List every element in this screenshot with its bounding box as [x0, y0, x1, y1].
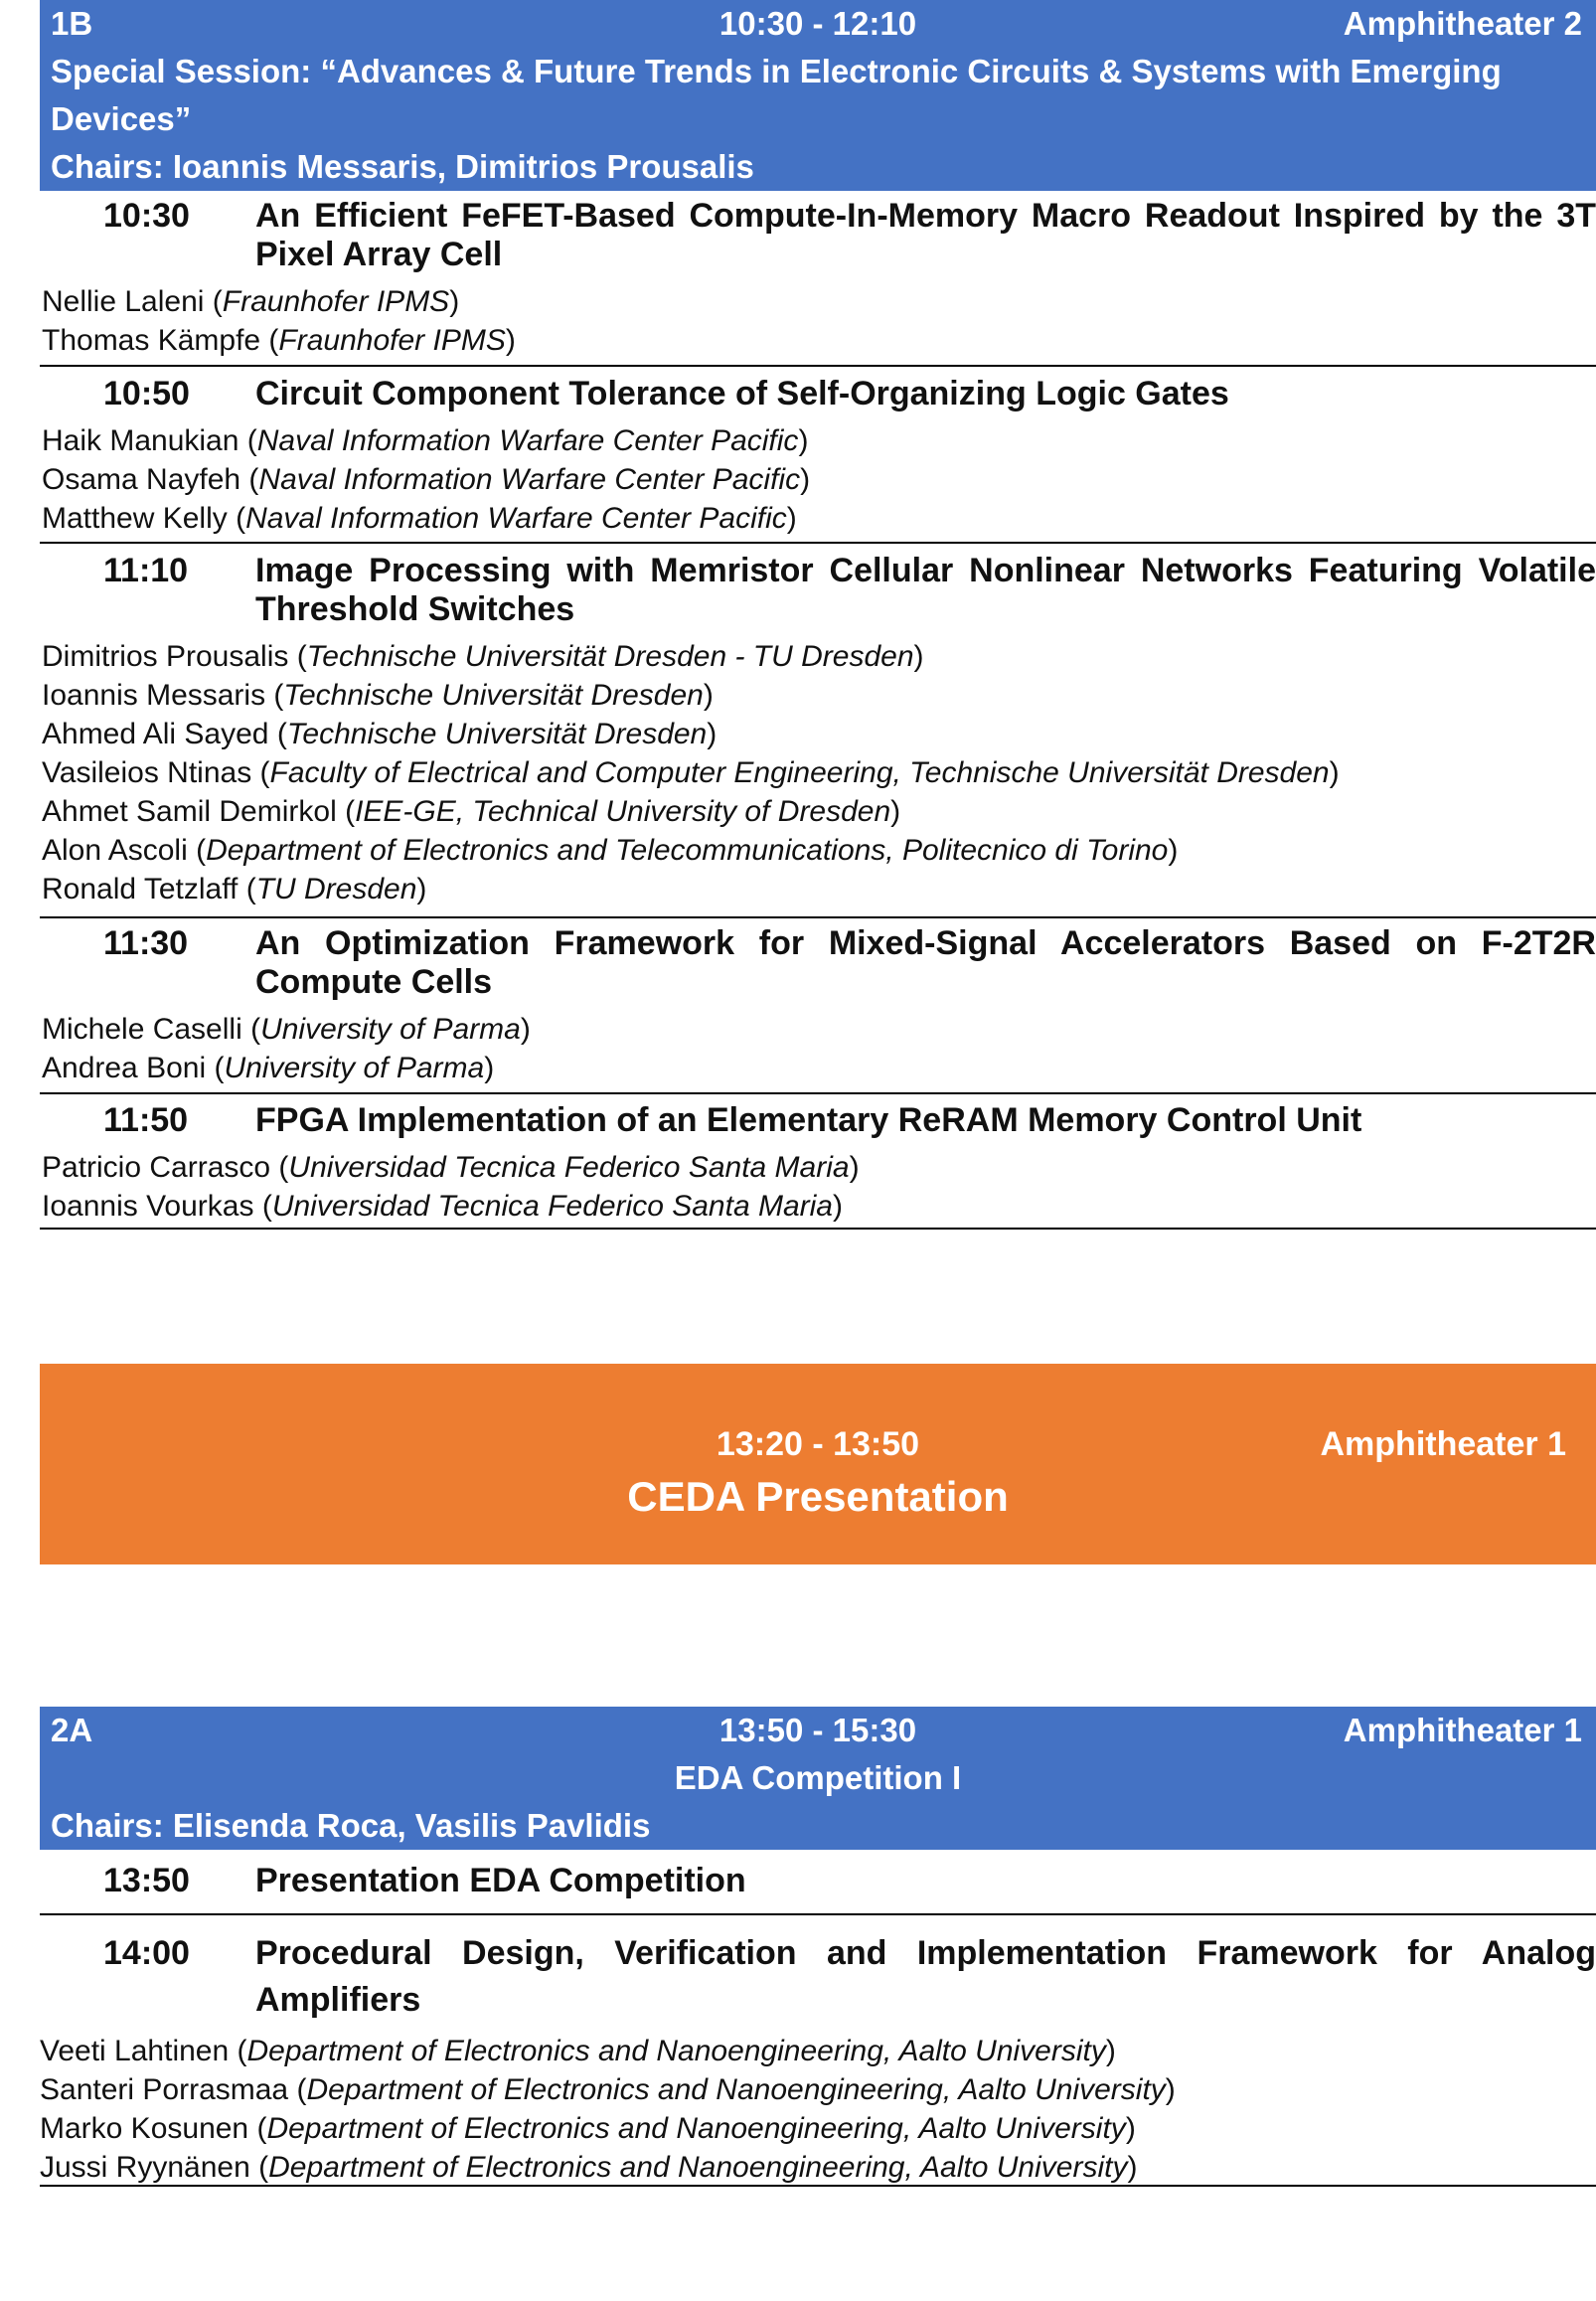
author: Vasileios Ntinas (Faculty of Electrical and Computer Engineering, Technische Universität Dresden): [42, 756, 1340, 789]
talk-entry: [40, 552, 1596, 908]
author: Michele Caselli (University of Parma): [42, 1013, 531, 1046]
talk-time: 11:50: [103, 1101, 189, 1139]
session-time: 10:30 - 12:10: [718, 5, 917, 42]
author: Nellie Laleni (Fraunhofer IPMS): [42, 285, 460, 318]
divider: [40, 542, 1596, 544]
author: Jussi Ryynänen (Department of Electronics and Nanoengineering, Aalto University): [40, 2151, 1138, 2184]
author: Dimitrios Prousalis (Technische Universität Dresden - TU Dresden): [42, 640, 924, 673]
session-chairs: Chairs: Ioannis Messaris, Dimitrios Prousalis: [51, 148, 754, 185]
author: Ioannis Vourkas (Universidad Tecnica Federico Santa Maria): [42, 1190, 843, 1223]
session-title: [40, 48, 1596, 143]
talk-time: 14:00: [103, 1934, 190, 1972]
author-list: [40, 637, 1596, 908]
author: Alon Ascoli (Department of Electronics and Telecommunications, Politecnico di Torino): [42, 834, 1179, 867]
author: Thomas Kämpfe (Fraunhofer IPMS): [42, 324, 516, 357]
author: Marko Kosunen (Department of Electronics and Nanoengineering, Aalto University): [40, 2112, 1136, 2145]
talk-title: An Efficient FeFET-Based Compute-In-Memory Macro Readout Inspired by the 3T Pixel Array Cell: [255, 197, 1596, 273]
author: Ahmed Ali Sayed (Technische Universität Dresden): [42, 718, 718, 750]
author: Andrea Boni (University of Parma): [42, 1052, 495, 1084]
author: Patricio Carrasco (Universidad Tecnica Federico Santa Maria): [42, 1151, 860, 1184]
session-room: Amphitheater 1: [1320, 1425, 1566, 1463]
talk-entry: [40, 1101, 1596, 1226]
talk-entry: [40, 924, 1596, 1087]
session-title: CEDA Presentation: [627, 1473, 1009, 1520]
ceda-presentation-banner: [40, 1364, 1596, 1564]
session-2a-header: [40, 1707, 1596, 1850]
talk-title: Procedural Design, Verification and Implementation Framework for Analog Amplifiers: [255, 1934, 1596, 2019]
author: Santeri Porrasmaa (Department of Electronics and Nanoengineering, Aalto University): [40, 2073, 1176, 2106]
talk-time: 11:10: [103, 552, 189, 589]
author-list: [40, 1010, 1596, 1087]
author-list: [40, 1148, 1596, 1226]
talk-time: 10:30: [103, 197, 190, 235]
talk-entry: [40, 197, 1596, 360]
author-list: [40, 282, 1596, 360]
divider: [40, 1228, 1596, 1230]
session-code: 2A: [51, 1712, 93, 1748]
session-room: Amphitheater 2: [1343, 5, 1582, 42]
author: Osama Nayfeh (Naval Information Warfare Center Pacific): [42, 463, 811, 496]
author-list: [38, 2032, 1596, 2187]
talk-title: Image Processing with Memristor Cellular Nonlinear Networks Featuring Volatile Threshold Switches: [255, 552, 1596, 628]
talk-time: 11:30: [103, 924, 189, 962]
session-room: Amphitheater 1: [1343, 1712, 1582, 1748]
talk-entry: [40, 375, 1596, 538]
author: Ahmet Samil Demirkol (IEE-GE, Technical University of Dresden): [42, 795, 901, 828]
divider: [40, 916, 1596, 918]
session-title: EDA Competition I: [674, 1759, 962, 1796]
divider: [40, 1913, 1596, 1915]
session-title-line: Devices”: [51, 100, 192, 137]
session-chairs: Chairs: Elisenda Roca, Vasilis Pavlidis: [51, 1807, 651, 1844]
session-1b-header: [40, 0, 1596, 191]
talk-time: 13:50: [103, 1862, 190, 1899]
talk-title: An Optimization Framework for Mixed-Signal Accelerators Based on F-2T2R Compute Cells: [255, 924, 1596, 1001]
author: Haik Manukian (Naval Information Warfare Center Pacific): [42, 424, 809, 457]
talk-time: 10:50: [103, 375, 190, 412]
divider: [40, 2185, 1596, 2187]
session-code: 1B: [51, 5, 93, 42]
talk-entry: [40, 1930, 1596, 2187]
author: Matthew Kelly (Naval Information Warfare Center Pacific): [42, 502, 797, 535]
talk-title: Presentation EDA Competition: [255, 1862, 746, 1899]
author: Veeti Lahtinen (Department of Electronics and Nanoengineering, Aalto University): [40, 2035, 1116, 2067]
talk-entry: [40, 1862, 1596, 1900]
session-time: 13:50 - 15:30: [718, 1712, 917, 1748]
session-time: 13:20 - 13:50: [716, 1425, 920, 1463]
author: Ronald Tetzlaff (TU Dresden): [42, 873, 427, 905]
session-title-line: Special Session: “Advances & Future Trends in Electronic Circuits & Systems with Emerging: [51, 53, 1502, 89]
divider: [40, 365, 1596, 367]
divider: [40, 1092, 1596, 1094]
author: Ioannis Messaris (Technische Universität Dresden): [42, 679, 714, 712]
talk-title: FPGA Implementation of an Elementary ReRAM Memory Control Unit: [255, 1101, 1362, 1139]
talk-title: Circuit Component Tolerance of Self-Organizing Logic Gates: [255, 375, 1229, 412]
author-list: [40, 421, 1596, 538]
